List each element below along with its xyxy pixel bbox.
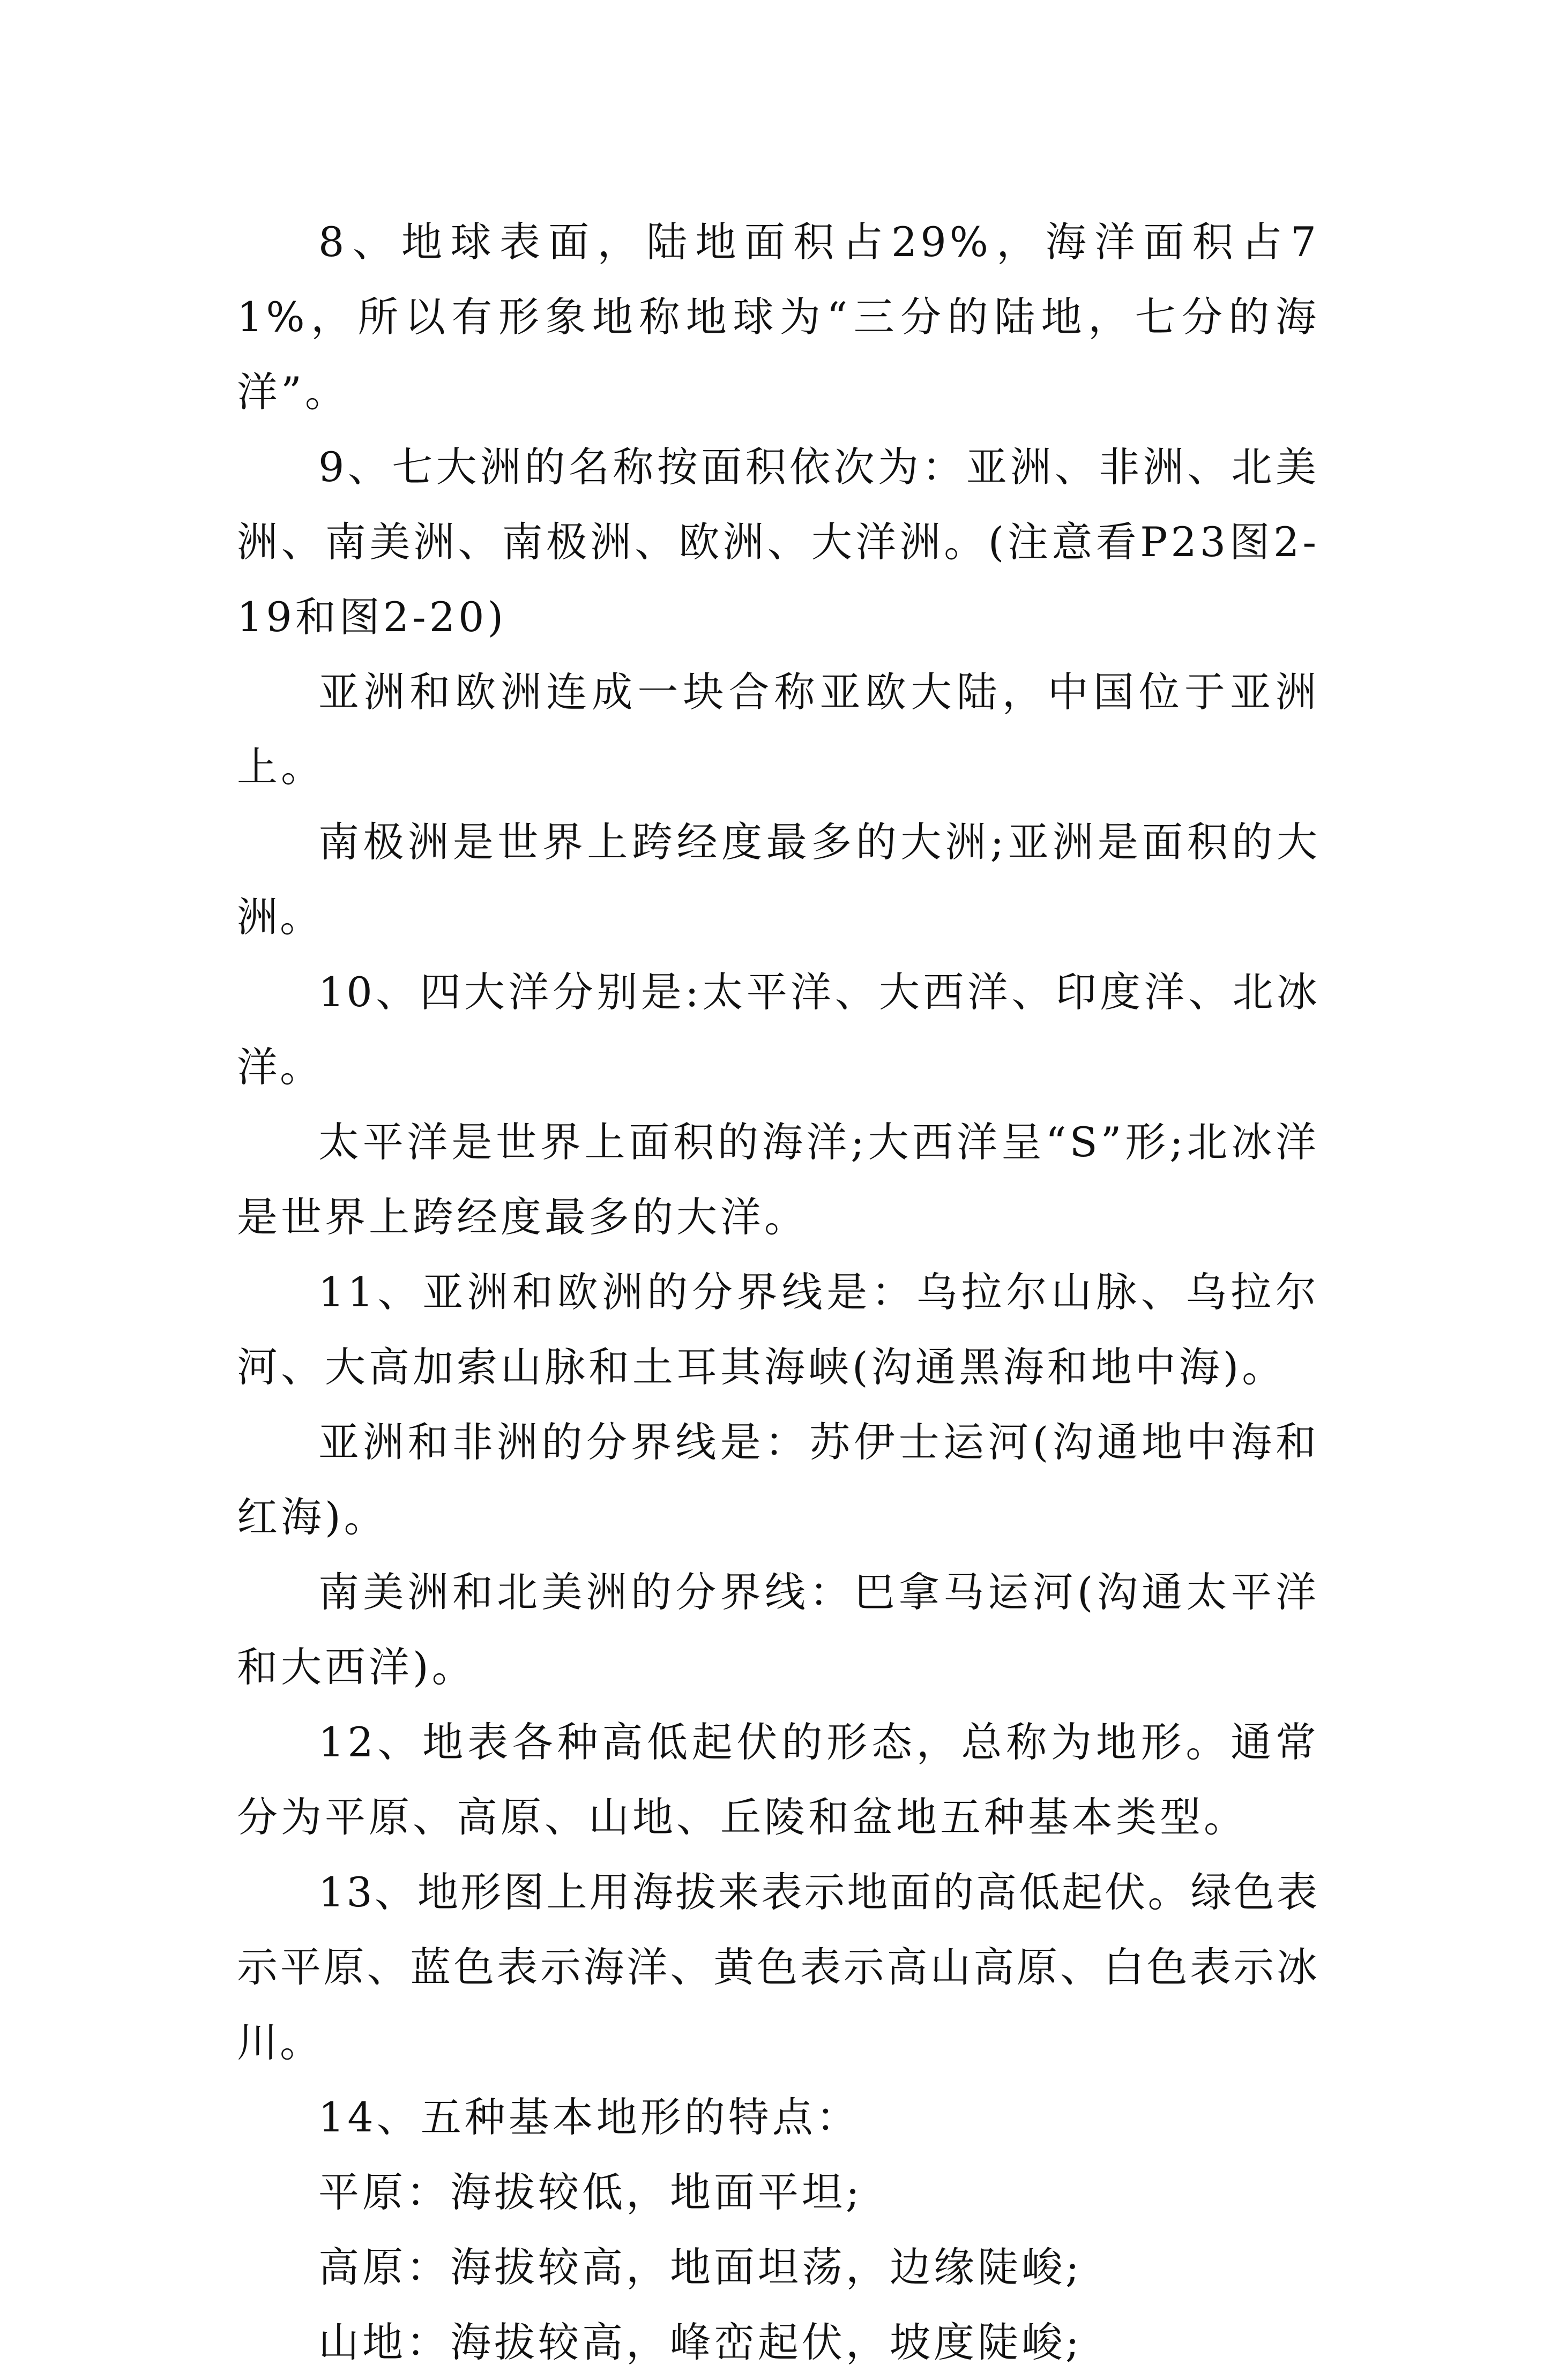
- paragraph-americas-boundary: 南美洲和北美洲的分界线：巴拿马运河(沟通太平洋和大西洋)。: [237, 1568, 1319, 1691]
- paragraph-asia-africa-boundary: 亚洲和非洲的分界线是：苏伊士运河(沟通地中海和红海)。: [237, 1418, 1319, 1541]
- paragraph-plain: 平原：海拔较低，地面平坦;: [318, 2168, 863, 2216]
- document-body: [237, 205, 1319, 2380]
- paragraph-antarctica: 南极洲是世界上跨经度最多的大洲;亚洲是面积的大洲。: [237, 818, 1319, 941]
- paragraph-8-land-ocean-ratio: 8、地球表面，陆地面积占29%，海洋面积占71%，所以有形象地称地球为“三分的陆地，七分的海洋”。: [237, 218, 1319, 416]
- paragraph-pacific-ocean: 太平洋是世界上面积的海洋;大西洋呈“S”形;北冰洋是世界上跨经度最多的大洋。: [237, 1118, 1319, 1241]
- paragraph-12-landforms: 12、地表各种高低起伏的形态，总称为地形。通常分为平原、高原、山地、丘陵和盆地五种基本类型。: [237, 1718, 1319, 1841]
- paragraph-9-seven-continents: 9、七大洲的名称按面积依次为：亚洲、非洲、北美洲、南美洲、南极洲、欧洲、大洋洲。(注意看P23图2-19和图2-20): [237, 443, 1319, 641]
- paragraph-10-four-oceans: 10、四大洋分别是:太平洋、大西洋、印度洋、北冰洋。: [237, 968, 1319, 1091]
- paragraph-13-topographic-map: 13、地形图上用海拔来表示地面的高低起伏。绿色表示平原、蓝色表示海洋、黄色表示高山高原、白色表示冰川。: [237, 1868, 1319, 2066]
- paragraph-14-landform-features: 14、五种基本地形的特点：: [318, 2093, 860, 2141]
- paragraph-11-asia-europe-boundary: 11、亚洲和欧洲的分界线是：乌拉尔山脉、乌拉尔河、大高加索山脉和土耳其海峡(沟通黑海和地中海)。: [237, 1268, 1319, 1391]
- paragraph-mountain: 山地：海拔较高，峰峦起伏，坡度陡峻;: [318, 2318, 1083, 2366]
- paragraph-eurasia: 亚洲和欧洲连成一块合称亚欧大陆，中国位于亚洲上。: [237, 668, 1319, 791]
- paragraph-plateau: 高原：海拔较高，地面坦荡，边缘陡峻;: [318, 2243, 1083, 2291]
